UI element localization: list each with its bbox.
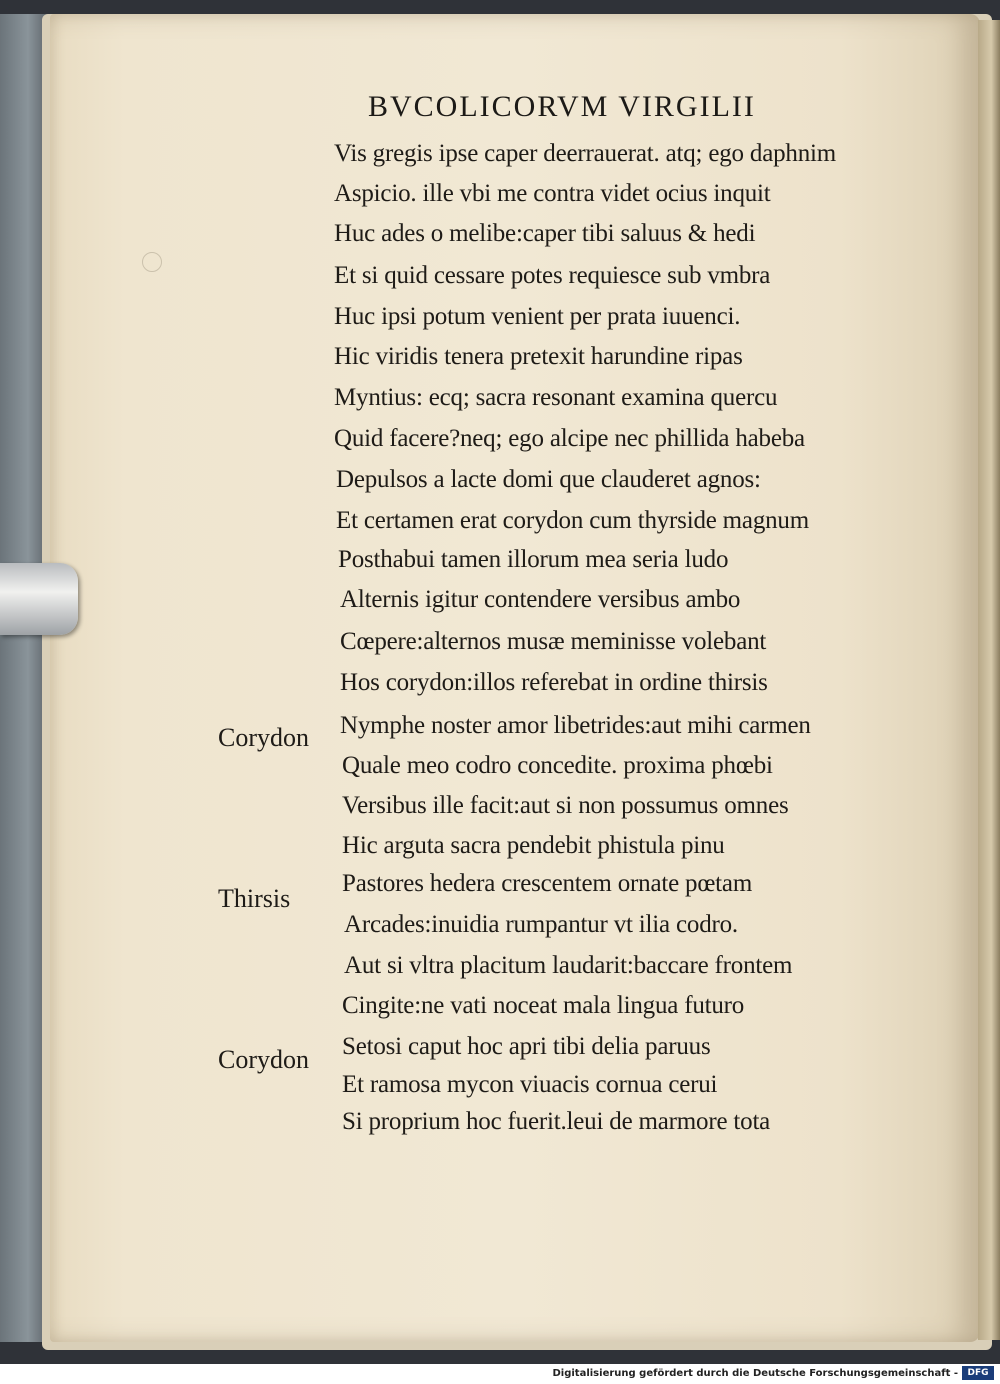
verse-line: Hic viridis tenera pretexit harundine ripas [334,343,743,370]
footer-credit: Digitalisierung gefördert durch die Deutsche Forschungsgemeinschaft - [552,1368,958,1379]
speaker-label: Corydon [218,1045,309,1074]
verse-line: Aspicio. ille vbi me contra videt ocius inquit [334,180,771,207]
verse-line: Pastores hedera crescentem ornate pœtam [342,870,753,897]
verse-line: Si proprium hoc fuerit.leui de marmore tota [342,1108,771,1135]
verse-line: Et ramosa mycon viuacis cornua cerui [342,1071,718,1098]
verse-line: Vis gregis ipse caper deerrauerat. atq; ego daphnim [334,140,836,167]
verse-line: Nymphe noster amor libetrides:aut mihi carmen [340,712,811,739]
verse-line: Posthabui tamen illorum mea seria ludo [338,546,729,573]
verse-line: Hos corydon:illos referebat in ordine thirsis [340,669,768,696]
verse-line: Cingite:ne vati noceat mala lingua futuro [342,992,745,1019]
speaker-label: Corydon [218,723,309,752]
verse-line: Huc ipsi potum venient per prata iuuenci. [334,303,741,330]
page-header: BVCOLICORVM VIRGILII [368,90,756,123]
verse-line: Alternis igitur contendere versibus ambo [340,586,741,613]
verse-line: Setosi caput hoc apri tibi delia paruus [342,1033,711,1060]
verse-line: Et certamen erat corydon cum thyrside magnum [336,507,809,534]
verse-line: Aut si vltra placitum laudarit:baccare frontem [344,952,793,979]
verse-line: Arcades:inuidia rumpantur vt ilia codro. [344,911,738,938]
paper-stain [142,252,162,272]
speaker-label: Thirsis [218,884,291,913]
verse-line: Huc ades o melibe:caper tibi saluus & hedi [334,220,756,247]
dfg-logo: DFG [962,1366,994,1380]
verse-line: Versibus ille facit:aut si non possumus omnes [342,792,789,819]
page-clip [0,563,78,635]
verse-line: Depulsos a lacte domi que clauderet agnos: [336,466,761,493]
verse-line: Hic arguta sacra pendebit phistula pinu [342,832,725,859]
verse-line: Quid facere?neq; ego alcipe nec phillida habeba [334,425,805,452]
verse-line: Et si quid cessare potes requiesce sub vmbra [334,262,771,289]
verse-line: Quale meo codro concedite. proxima phœbi [342,752,773,779]
verse-line: Cœpere:alternos musæ meminisse volebant [340,628,767,655]
verse-line: Myntius: ecq; sacra resonant examina quercu [334,384,778,411]
